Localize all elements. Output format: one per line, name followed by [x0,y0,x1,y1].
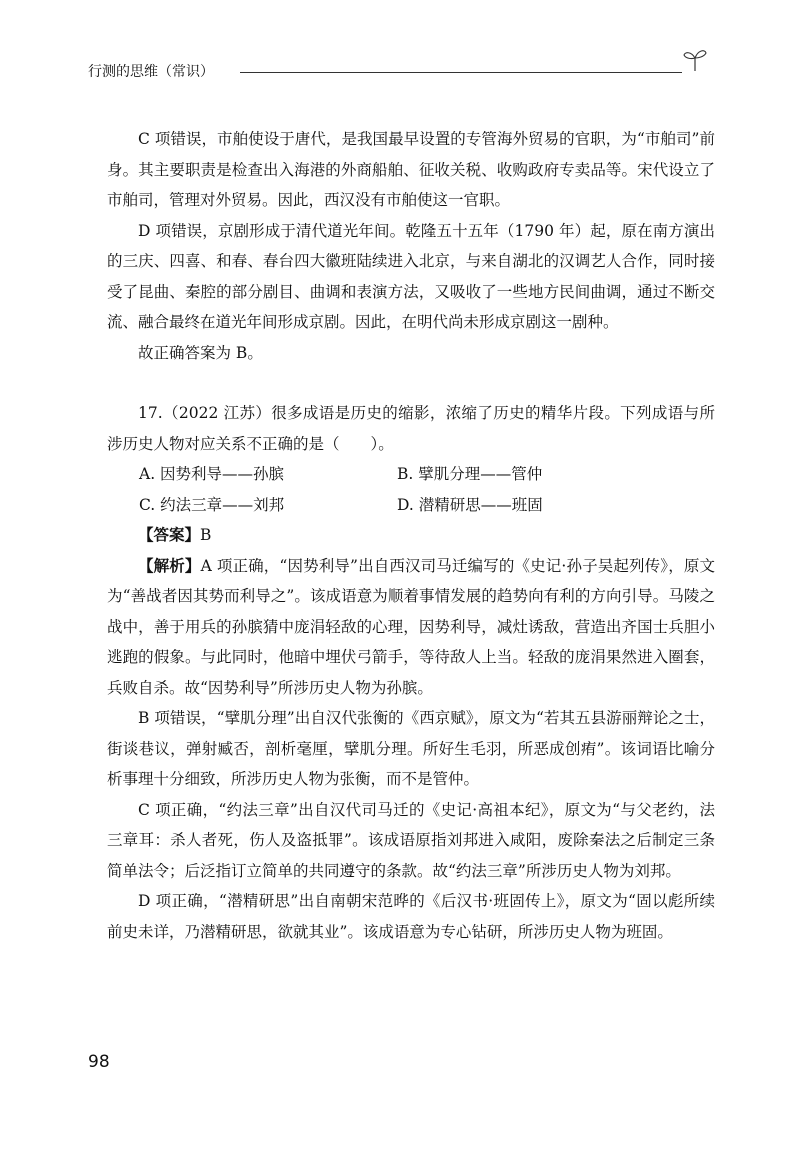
answer-label: 【答案】 [138,526,201,544]
analysis-paragraph-d: D 项正确，“潜精研思”出自南朝宋范晔的《后汉书·班固传上》，原文为“固以彪所续前史未详，乃潜精研思，欲就其业”。该成语意为专心钻研，所涉历史人物为班固。 [107,892,715,941]
options-row-1 [139,459,715,490]
option-b: B. 擘肌分理——管仲 [397,465,543,483]
analysis-label: 【解析】 [138,556,201,575]
page-content [107,124,715,947]
page-number: 98 [88,1052,110,1072]
question-options [107,459,715,520]
option-d: D. 潜精研思——班固 [397,495,543,514]
answer-line [107,520,715,551]
options-row-2 [139,490,715,521]
option-a: A. 因势利导——孙膑 [139,465,285,483]
analysis-paragraph-c: C 项正确，“约法三章”出自汉代司马迁的《史记·高祖本纪》，原文为“与父老约，法三章耳：杀人者死，伤人及盗抵罪”。该成语原指刘邦进入咸阳，废除秦法之后制定三条简单法令；后泛指订立简单的共同遵守的条款。故“约法三章”所涉历史人物为刘邦。 [107,800,715,880]
sprout-icon [682,46,708,72]
option-c: C. 约法三章——刘邦 [139,495,285,514]
section-gap [107,368,715,398]
paragraph-conclusion: 故正确答案为 B。 [138,343,263,362]
analysis-paragraph-b: B 项错误，“擘肌分理”出自汉代张衡的《西京赋》，原文为“若其五县游丽辩论之士，街谈巷议，弹射臧否，剖析毫厘，擘肌分理。所好生毛羽，所恶成创痏”。该词语比喻分析事理十分细致，所涉历史人物为张衡，而不是管仲。 [107,709,715,788]
analysis-intro-text: A 项正确，“因势利导”出自西汉司马迁编写的《史记·孙子吴起列传》，原文为“善战者因其势而利导之”。该成语意为顺着事情发展的趋势向有利的方向引导。马陵之战中，善于用兵的孙膑猜中庞涓轻敌的心理，因势利导，减灶诱敌，营造出齐国士兵胆小逃跑的假象。与此同时，他暗中埋伏弓箭手，等待敌人上当。轻敌的庞涓果然进入圈套，兵败自杀。故“因势利导”所涉历史人物为孙膑。 [107,556,715,697]
paragraph-option-c-explanation: C 项错误，市舶使设于唐代，是我国最早设置的专管海外贸易的官职，为“市舶司”前身。其主要职责是检查出入海港的外商船舶、征收关税、收购政府专卖品等。宋代设立了市舶司，管理对外贸易。因此，西汉没有市舶使这一官职。 [107,130,715,209]
answer-value: B [200,526,212,544]
running-header [88,62,708,86]
paragraph-option-d-explanation: D 项错误，京剧形成于清代道光年间。乾隆五十五年（1790 年）起，原在南方演出的三庆、四喜、和春、春台四大徽班陆续进入北京，与来自湖北的汉调艺人合作，同时接受了昆曲、秦腔的部分剧目、曲调和表演方法，又吸收了一些地方民间曲调，通过不断交流、融合最终在道光年间形成京剧。因此，在明代尚未形成京剧这一剧种。 [107,221,715,331]
header-rule [240,72,682,73]
question-stem: 17.（2022 江苏）很多成语是历史的缩影，浓缩了历史的精华片段。下列成语与所涉历史人物对应关系不正确的是（ ）。 [107,404,715,453]
analysis-intro [107,551,715,704]
header-title: 行测的思维（常识） [88,64,214,80]
